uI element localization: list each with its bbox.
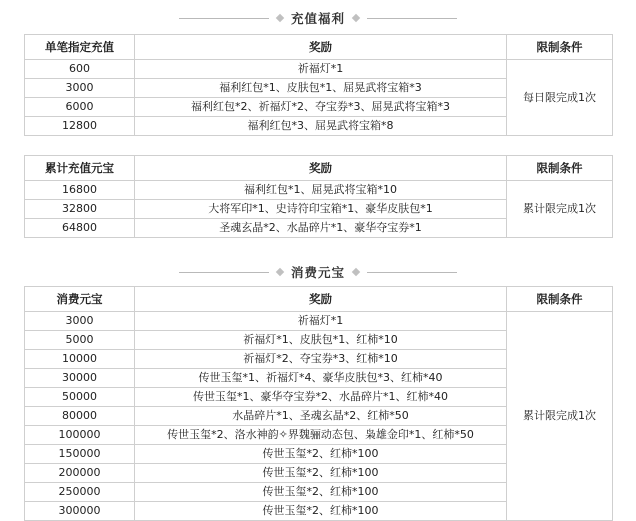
cell-amount: 10000 <box>25 350 135 369</box>
cell-amount: 64800 <box>25 219 135 238</box>
cell-reward: 传世玉玺*2、红柿*100 <box>135 445 507 464</box>
column-header-amount: 累计充值元宝 <box>25 156 135 181</box>
cell-reward: 祈福灯*1、皮肤包*1、红柿*10 <box>135 331 507 350</box>
table-row <box>25 60 613 79</box>
column-header-reward: 奖励 <box>135 287 507 312</box>
cell-amount: 50000 <box>25 388 135 407</box>
column-header-limit: 限制条件 <box>507 156 613 181</box>
cell-limit: 每日限完成1次 <box>507 60 613 136</box>
column-header-amount: 消费元宝 <box>25 287 135 312</box>
cell-amount: 16800 <box>25 181 135 200</box>
column-header-limit: 限制条件 <box>507 35 613 60</box>
cell-limit: 累计限完成1次 <box>507 181 613 238</box>
cell-reward: 传世玉玺*2、红柿*100 <box>135 502 507 521</box>
column-header-amount: 单笔指定充值 <box>25 35 135 60</box>
heading-rule-left <box>179 272 269 273</box>
column-header-reward: 奖励 <box>135 35 507 60</box>
section-title: 充值福利 <box>290 11 345 26</box>
diamond-icon <box>352 14 360 22</box>
diamond-icon <box>276 268 284 276</box>
cell-amount: 30000 <box>25 369 135 388</box>
heading-rule-left <box>179 18 269 19</box>
cell-amount: 5000 <box>25 331 135 350</box>
column-header-limit: 限制条件 <box>507 287 613 312</box>
cell-amount: 3000 <box>25 79 135 98</box>
cell-amount: 200000 <box>25 464 135 483</box>
cell-reward: 传世玉玺*2、红柿*100 <box>135 483 507 502</box>
cell-reward: 水晶碎片*1、圣魂玄晶*2、红柿*50 <box>135 407 507 426</box>
heading-rule-right <box>367 18 457 19</box>
table-row <box>25 312 613 331</box>
cell-amount: 6000 <box>25 98 135 117</box>
cell-reward: 传世玉玺*2、红柿*100 <box>135 464 507 483</box>
cell-amount: 32800 <box>25 200 135 219</box>
cell-amount: 3000 <box>25 312 135 331</box>
diamond-icon <box>352 268 360 276</box>
cell-reward: 祈福灯*1 <box>135 312 507 331</box>
section-title: 消费元宝 <box>290 265 345 280</box>
cell-reward: 福利红包*3、屈晃武将宝箱*8 <box>135 117 507 136</box>
cell-amount: 150000 <box>25 445 135 464</box>
column-header-reward: 奖励 <box>135 156 507 181</box>
cell-amount: 250000 <box>25 483 135 502</box>
cell-limit: 累计限完成1次 <box>507 312 613 521</box>
cell-reward: 传世玉玺*1、豪华夺宝券*2、水晶碎片*1、红柿*40 <box>135 388 507 407</box>
section-heading-consume <box>0 262 636 282</box>
section-heading-recharge <box>0 8 636 28</box>
cell-amount: 12800 <box>25 117 135 136</box>
table-header-row <box>25 156 613 181</box>
cell-amount: 600 <box>25 60 135 79</box>
table-single-recharge <box>24 34 613 136</box>
table-consume-yuanbao <box>24 286 613 521</box>
cell-reward: 祈福灯*2、夺宝券*3、红柿*10 <box>135 350 507 369</box>
cell-reward: 大将军印*1、史诗符印宝箱*1、豪华皮肤包*1 <box>135 200 507 219</box>
cell-reward: 福利红包*1、屈晃武将宝箱*10 <box>135 181 507 200</box>
table-row <box>25 181 613 200</box>
table-total-recharge <box>24 155 613 238</box>
cell-reward: 福利红包*1、皮肤包*1、屈晃武将宝箱*3 <box>135 79 507 98</box>
cell-reward: 传世玉玺*2、洛水神韵✧界魏骊动态包、枭雄金印*1、红柿*50 <box>135 426 507 445</box>
diamond-icon <box>276 14 284 22</box>
cell-reward: 传世玉玺*1、祈福灯*4、豪华皮肤包*3、红柿*40 <box>135 369 507 388</box>
cell-reward: 祈福灯*1 <box>135 60 507 79</box>
cell-amount: 100000 <box>25 426 135 445</box>
table-header-row <box>25 287 613 312</box>
cell-reward: 福利红包*2、祈福灯*2、夺宝券*3、屈晃武将宝箱*3 <box>135 98 507 117</box>
cell-reward: 圣魂玄晶*2、水晶碎片*1、豪华夺宝券*1 <box>135 219 507 238</box>
heading-rule-right <box>367 272 457 273</box>
cell-amount: 80000 <box>25 407 135 426</box>
cell-amount: 300000 <box>25 502 135 521</box>
table-header-row <box>25 35 613 60</box>
